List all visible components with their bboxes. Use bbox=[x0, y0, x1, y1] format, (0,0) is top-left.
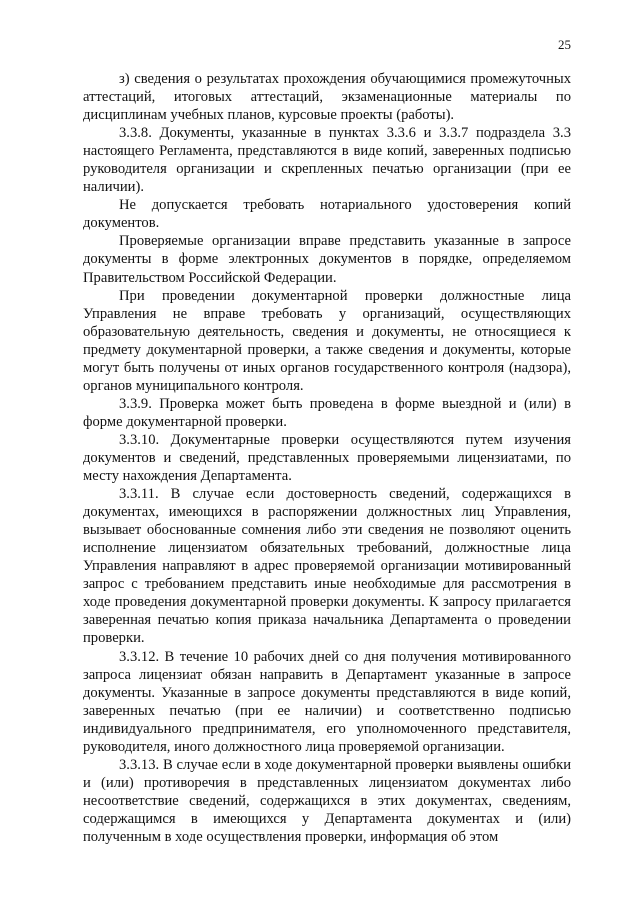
paragraph-3-3-11: 3.3.11. В случае если достоверность сведений, содержащихся в документах, имеющихся в распоряжении должностных лиц Управления, вызывает обоснованные сомнения либо эти сведения не позволяют оценить исполнение лицензиатом обязательных требований, должностные лица Управления направляют в адрес проверяемой организации мотивированный запрос с требованием представить иные необходимые для рассмотрения в ходе проведения документарной проверки документы. К запросу прилагается заверенная печатью копия приказа начальника Департамента о проведении проверки. bbox=[83, 486, 571, 647]
paragraph-item-z: з) сведения о результатах прохождения обучающимися промежуточных аттестаций, итоговых аттестаций, экзаменационные материалы по дисциплинам учебных планов, курсовые проекты (работы). bbox=[83, 71, 571, 124]
paragraph-3-3-9: 3.3.9. Проверка может быть проведена в форме выездной и (или) в форме документарной проверки. bbox=[83, 395, 571, 430]
page-number: 25 bbox=[558, 37, 571, 52]
paragraph-3-3-12: 3.3.12. В течение 10 рабочих дней со дня получения мотивированного запроса лицензиат обязан направить в Департамент указанные в запросе документы. Указанные в запросе документы представляются в виде копий, заверенных печатью (при ее наличии) и соответственно подписью индивидуального предпринимателя, его уполномоченного представителя, руководителя, иного должностного лица проверяемой организации. bbox=[83, 648, 571, 755]
document-text bbox=[83, 70, 571, 846]
paragraph-no-notary: Не допускается требовать нотариального удостоверения копий документов. bbox=[83, 197, 571, 232]
paragraph-electronic-docs: Проверяемые организации вправе представить указанные в запросе документы в форме электронных документов в порядке, определяемом Правительством Российской Федерации. bbox=[83, 233, 571, 286]
paragraph-3-3-10: 3.3.10. Документарные проверки осуществляются путем изучения документов и сведений, представленных проверяемыми лицензиатами, по месту нахождения Департамента. bbox=[83, 431, 571, 485]
paragraph-3-3-13: 3.3.13. В случае если в ходе документарной проверки выявлены ошибки и (или) противоречия в представленных лицензиатом документах либо несоответствие сведений, содержащихся в этих документах, сведениям, содержащимся в имеющихся у Департамента документах и (или) полученным в ходе осуществления проверки, информация об этом bbox=[83, 756, 571, 845]
paragraph-3-3-8: 3.3.8. Документы, указанные в пунктах 3.3.6 и 3.3.7 подраздела 3.3 настоящего Регламента, представляются в виде копий, заверенных подписью руководителя организации и скрепленных печатью организации (при ее наличии). bbox=[83, 125, 571, 196]
paragraph-documentary-check: При проведении документарной проверки должностные лица Управления не вправе требовать у организаций, осуществляющих образовательную деятельность, сведения и документы, не относящиеся к предмету документарной проверки, а также сведения и документы, которые могут быть получены от иных органов государственного контроля (надзора), органов муниципального контроля. bbox=[83, 287, 571, 394]
